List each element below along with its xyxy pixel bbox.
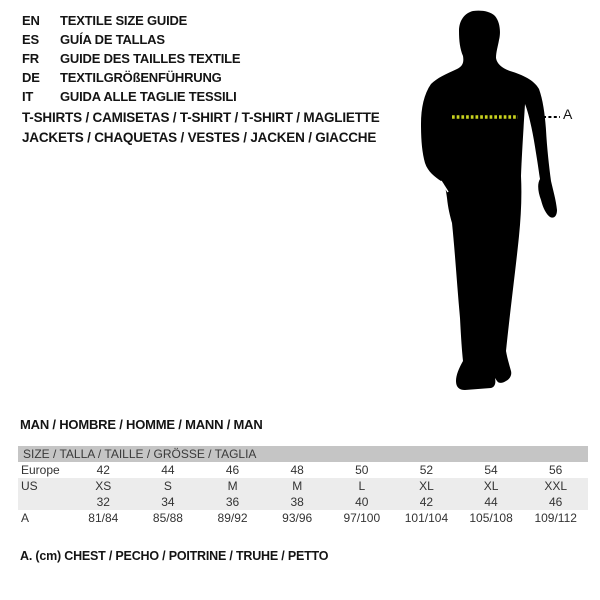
size-cell: L (358, 479, 366, 493)
size-cell: XL (419, 479, 434, 493)
size-cell: 46 (225, 463, 240, 477)
language-label: TEXTILE SIZE GUIDE (60, 13, 188, 28)
size-cell: 85/88 (152, 511, 183, 525)
size-cell: M (227, 479, 238, 493)
size-cell: 40 (355, 495, 369, 509)
size-cell: 81/84 (88, 511, 119, 525)
size-table-row-row2 (18, 494, 588, 510)
man-silhouette-path (421, 11, 557, 390)
language-label: TEXTILGRÖßENFÜHRUNG (60, 70, 222, 85)
size-table-row-a (18, 510, 588, 526)
size-cell: 50 (355, 463, 369, 477)
language-label: GUIDE DES TAILLES TEXTILE (60, 51, 241, 66)
size-cell: 44 (161, 463, 175, 477)
size-cell: 38 (290, 495, 304, 509)
size-cell: 48 (290, 463, 304, 477)
size-table (18, 446, 588, 526)
size-cell: 52 (419, 463, 434, 477)
language-row-en (22, 11, 240, 30)
size-cell: 56 (549, 463, 563, 477)
language-row-es (22, 30, 240, 49)
language-label: GUÍA DE TALLAS (60, 32, 165, 47)
gender-heading: MAN / HOMBRE / HOMME / MANN / MAN (20, 417, 263, 432)
size-row-label (18, 494, 71, 510)
language-code: ES (22, 32, 39, 47)
size-cell: 93/96 (282, 511, 313, 525)
language-code: FR (22, 51, 39, 66)
size-table-header: SIZE / TALLA / TAILLE / GRÖSSE / TAGLIA (18, 446, 588, 462)
size-cell: 101/104 (404, 511, 449, 525)
size-cell: 105/108 (469, 511, 513, 525)
product-types (22, 108, 380, 147)
size-cell: 42 (419, 495, 434, 509)
man-silhouette-figure (395, 0, 600, 400)
size-cell: 42 (96, 463, 110, 477)
size-table-row-europe (18, 462, 588, 478)
size-cell: 34 (161, 495, 175, 509)
product-line-jackets: JACKETS / CHAQUETAS / VESTES / JACKEN / GIACCHE (22, 129, 377, 145)
language-row-it (22, 87, 240, 106)
size-cell: 89/92 (217, 511, 248, 525)
size-table-body (18, 462, 588, 526)
size-cell: 54 (484, 463, 498, 477)
man-silhouette-svg (395, 0, 600, 400)
size-row-label: US (21, 479, 38, 493)
language-code: IT (22, 89, 34, 104)
language-row-de (22, 68, 240, 87)
language-guide (22, 11, 240, 106)
size-table-row-us (18, 478, 588, 494)
size-cell: XL (483, 479, 499, 493)
size-cell: 36 (225, 495, 240, 509)
size-cell: 44 (484, 495, 498, 509)
size-cell: XXL (544, 479, 568, 493)
size-row-label: Europe (21, 463, 60, 477)
size-cell: XS (95, 479, 112, 493)
language-row-fr (22, 49, 240, 68)
language-code: DE (22, 70, 40, 85)
size-cell: 97/100 (343, 511, 381, 525)
size-cell: 46 (549, 495, 563, 509)
size-cell: 32 (96, 495, 110, 509)
language-label: GUIDA ALLE TAGLIE TESSILI (60, 89, 237, 104)
language-code: EN (22, 13, 40, 28)
measurement-label-a: A (563, 106, 573, 122)
size-row-label: A (21, 511, 30, 525)
measurement-footnote: A. (cm) CHEST / PECHO / POITRINE / TRUHE / PETTO (20, 549, 329, 563)
size-cell: S (163, 479, 172, 493)
size-cell: M (292, 479, 303, 493)
size-cell: 109/112 (534, 511, 577, 525)
product-line-tshirts: T-SHIRTS / CAMISETAS / T-SHIRT / T-SHIRT / MAGLIETTE (22, 110, 380, 125)
